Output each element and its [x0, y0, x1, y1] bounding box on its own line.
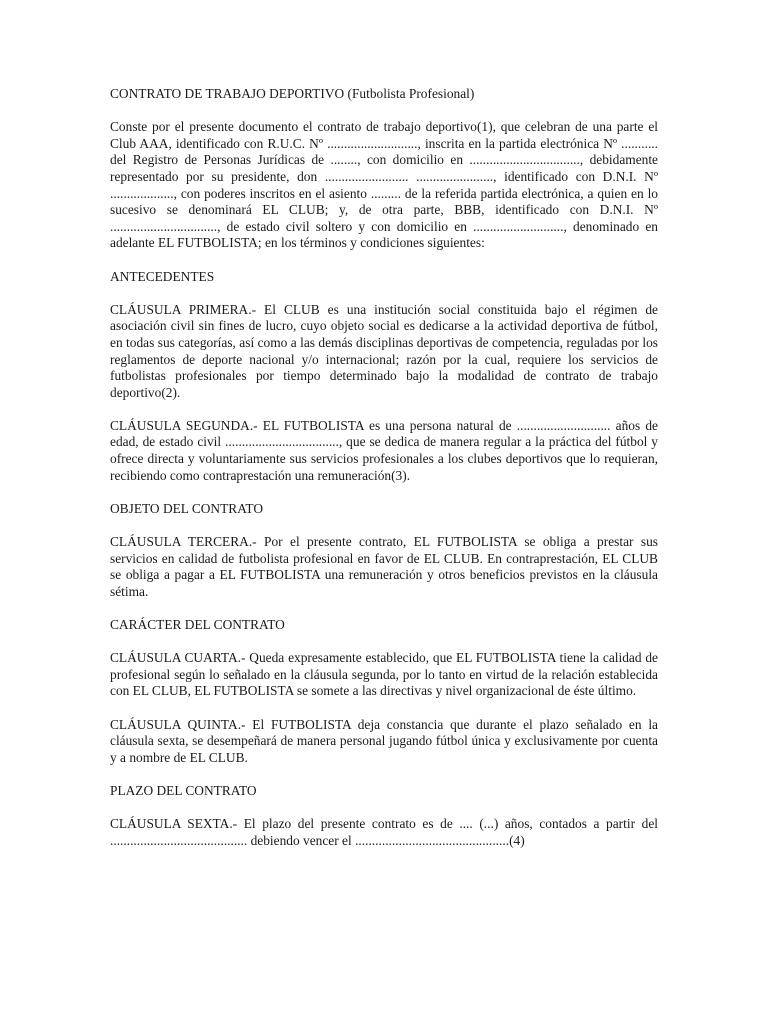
section-heading-objeto: OBJETO DEL CONTRATO [110, 500, 264, 516]
clausula-sexta: CLÁUSULA SEXTA.- El plazo del presente contrato es de .... (...) años, contados a partir del ......................................... debiendo vencer el ..............................................(4) [110, 816, 658, 848]
document-title: CONTRATO DE TRABAJO DEPORTIVO (Futbolista Profesional) [110, 86, 475, 101]
section-heading-plazo: PLAZO DEL CONTRATO [110, 782, 257, 798]
clausula-quinta: CLÁUSULA QUINTA.- El FUTBOLISTA deja constancia que durante el plazo señalado en la cláusula sexta, se desempeñará de manera personal jugando fútbol única y exclusivamente por cuenta y a nombre de EL CLUB. [110, 716, 658, 765]
contract-page [110, 86, 658, 849]
section-heading-caracter: CARÁCTER DEL CONTRATO [110, 617, 285, 632]
clausula-tercera: CLÁUSULA TERCERA.- Por el presente contrato, EL FUTBOLISTA se obliga a prestar sus servicios en calidad de futbolista profesional en favor de EL CLUB. En contraprestación, EL CLUB se obliga a pagar a EL FUTBOLISTA una remuneración y otros beneficios previstos en la cláusula sétima. [110, 534, 658, 599]
intro-paragraph: Conste por el presente documento el contrato de trabajo deportivo(1), que celebran de una parte el Club AAA, identificado con R.U.C. Nº ..........................., inscrita en la partida electrónica Nº ........... del Registro de Personas Jurídicas de ........, con domicilio en ................................., debidamente representado por su presidente, don ......................... ......................., identificado con D.N.I. Nº ..................., con poderes inscritos en el asiento ......... de la referida partida electrónica, a quien en lo sucesivo se denominará EL CLUB; y, de otra parte, BBB, identificado con D.N.I. Nº ................................, de estado civil soltero y con domicilio en ..........................., denominado en adelante EL FUTBOLISTA; en los términos y condiciones siguientes: [110, 119, 658, 251]
clausula-cuarta: CLÁUSULA CUARTA.- Queda expresamente establecido, que EL FUTBOLISTA tiene la calidad de profesional según lo señalado en la cláusula segunda, por lo tanto en virtud de la relación establecida con EL CLUB, EL FUTBOLISTA se somete a las directivas y nivel organizacional de éste último. [110, 650, 658, 699]
clausula-primera: CLÁUSULA PRIMERA.- El CLUB es una institución social constituida bajo el régimen de asociación civil sin fines de lucro, cuyo objeto social es dedicarse a la actividad deportiva de fútbol, en todas sus categorías, así como a las demás disciplinas deportivas de competencia, reguladas por los reglamentos de deporte nacional y/o internacional; razón por la cual, requiere los servicios de futbolistas profesionales por tiempo determinado bajo la modalidad de contrato de trabajo deportivo(2). [110, 301, 658, 400]
section-heading-antecedentes: ANTECEDENTES [110, 268, 215, 284]
clausula-segunda: CLÁUSULA SEGUNDA.- EL FUTBOLISTA es una persona natural de ............................ años de edad, de estado civil .................................., que se dedica de manera regular a la práctica del fútbol y ofrece directa y voluntariamente sus servicios profesionales a los clubes deportivos que lo requieran, recibiendo como contraprestación una remuneración(3). [110, 417, 658, 483]
